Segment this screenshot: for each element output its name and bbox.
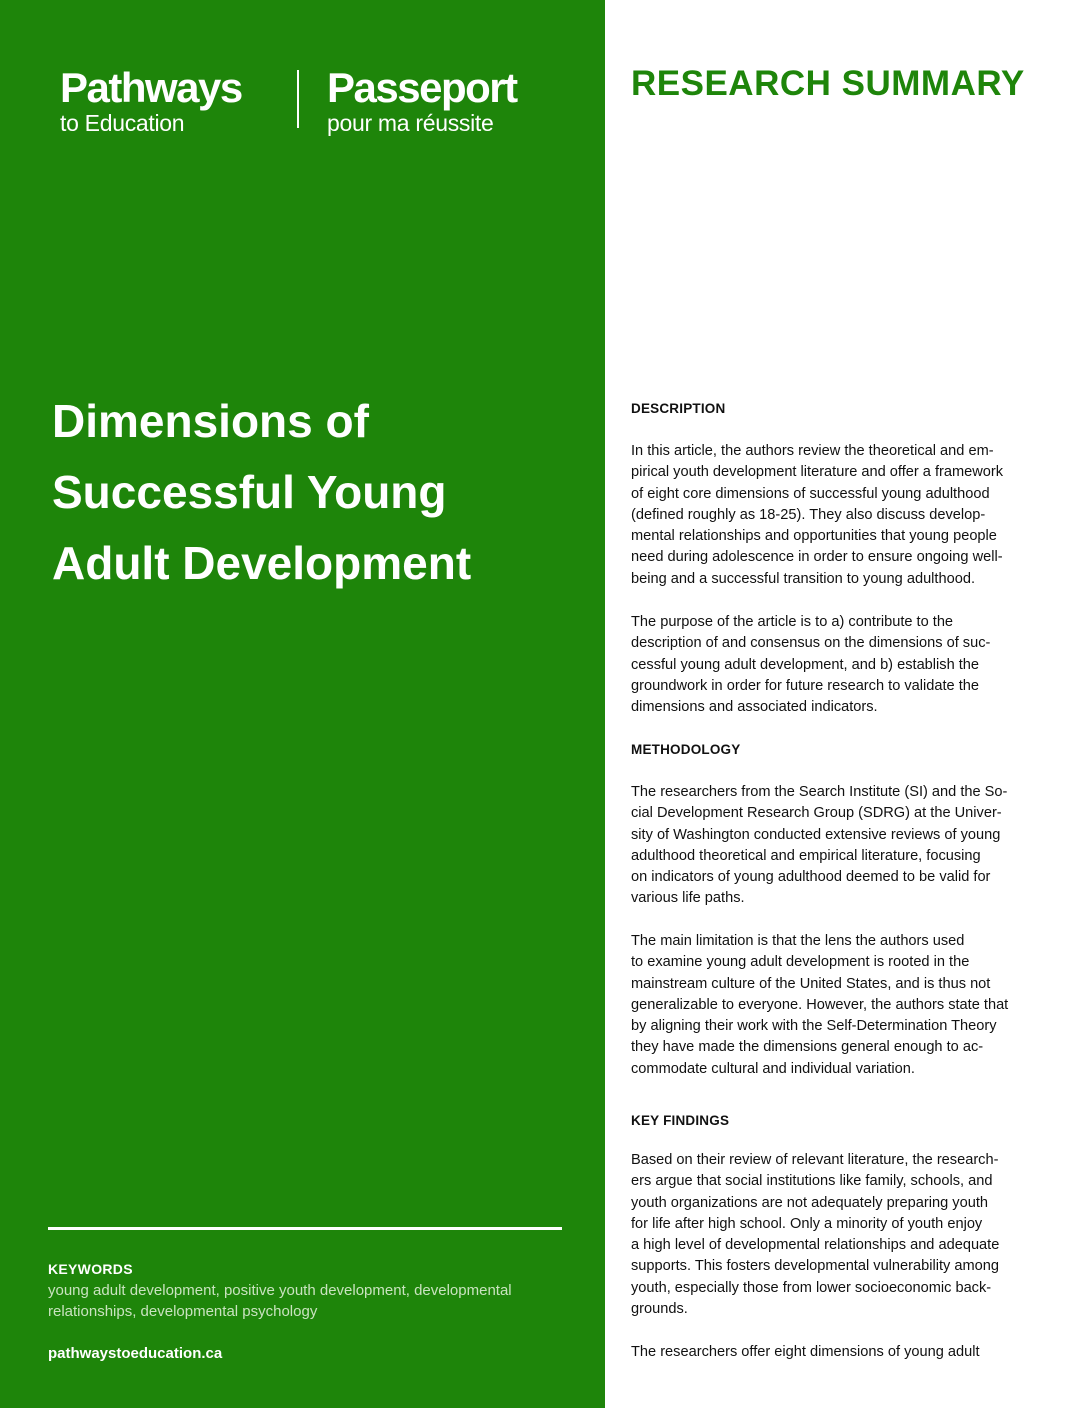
text-line: cessful young adult development, and b) establish the — [631, 656, 980, 673]
methodology-heading: METHODOLOGY — [631, 742, 741, 757]
text-line: need during adolescence in order to ensure ongoing well- — [631, 549, 1003, 566]
text-line: for life after high school. Only a minority of youth enjoy — [631, 1215, 983, 1232]
text-line: commodate cultural and individual variation. — [631, 1060, 915, 1077]
text-line: being and a successful transition to young adulthood. — [631, 570, 976, 587]
title-line: Adult Development — [52, 537, 472, 589]
text-line: they have made the dimensions general enough to ac- — [631, 1039, 984, 1056]
text-line: groundwork in order for future research to validate the — [631, 677, 980, 694]
text-line: In this article, the authors review the theoretical and em- — [631, 443, 994, 459]
text-line: supports. This fosters developmental vulnerability among — [631, 1258, 1000, 1275]
logo-fr-main: Passeport — [327, 64, 517, 111]
website-link[interactable]: pathwaystoeducation.ca — [48, 1345, 223, 1362]
passeport-logo — [327, 66, 517, 136]
key-findings-heading: KEY FINDINGS — [631, 1113, 730, 1128]
description-paragraph-1 — [631, 441, 1061, 590]
key-findings-paragraph-2 — [631, 1342, 1061, 1363]
methodology-paragraph-2 — [631, 931, 1061, 1080]
text-line: mental relationships and opportunities that young people — [631, 528, 997, 545]
description-heading: DESCRIPTION — [631, 401, 726, 416]
text-line: The main limitation is that the lens the authors used — [631, 933, 965, 949]
text-line: The researchers from the Search Institute (SI) and the So- — [631, 784, 1008, 800]
keywords-text: young adult development, positive youth development, developmental relationships, developmental psychology — [48, 1282, 512, 1320]
description-paragraph-2 — [631, 612, 1061, 718]
text-line: The researchers offer eight dimensions of young adult — [631, 1344, 980, 1360]
divider-rule — [48, 1227, 562, 1230]
text-line: a high level of developmental relationships and adequate — [631, 1237, 1000, 1254]
text-line: mainstream culture of the United States, and is thus not — [631, 975, 991, 992]
document-title — [52, 386, 592, 599]
text-line: description of and consensus on the dimensions of suc- — [631, 635, 991, 652]
text-line: youth, especially those from lower socioeconomic back- — [631, 1279, 992, 1296]
text-line: Based on their review of relevant literature, the research- — [631, 1152, 999, 1168]
text-line: cial Development Research Group (SDRG) at the Univer- — [631, 805, 1002, 822]
text-line: pirical youth development literature and offer a framework — [631, 464, 1004, 481]
logo-en-sub: to Education — [60, 110, 185, 136]
text-line: (defined roughly as 18-25). They also discuss develop- — [631, 506, 986, 523]
text-line: dimensions and associated indicators. — [631, 699, 878, 716]
text-line: generalizable to everyone. However, the authors state that — [631, 996, 1009, 1013]
logo-en-main: Pathways — [60, 64, 242, 111]
summary-title: RESEARCH SUMMARY — [631, 64, 1025, 103]
text-line: sity of Washington conducted extensive reviews of young — [631, 826, 1001, 843]
text-line: of eight core dimensions of successful young adulthood — [631, 485, 990, 502]
pathways-logo — [60, 66, 242, 136]
logo-fr-sub: pour ma réussite — [327, 110, 494, 136]
text-line: ers argue that social institutions like family, schools, and — [631, 1173, 993, 1190]
text-line: grounds. — [631, 1301, 688, 1318]
methodology-paragraph-1 — [631, 782, 1061, 910]
text-line: youth organizations are not adequately preparing youth — [631, 1194, 988, 1211]
title-line: Dimensions of — [52, 395, 369, 447]
logo-divider — [297, 70, 299, 128]
text-line: The purpose of the article is to a) contribute to the — [631, 614, 954, 630]
title-line: Successful Young — [52, 466, 447, 518]
text-line: various life paths. — [631, 890, 745, 907]
text-line: by aligning their work with the Self-Determination Theory — [631, 1018, 997, 1035]
key-findings-paragraph-1 — [631, 1150, 1061, 1320]
text-line: to examine young adult development is rooted in the — [631, 954, 970, 971]
keywords-label: KEYWORDS — [48, 1261, 133, 1277]
text-line: adulthood theoretical and empirical literature, focusing — [631, 847, 981, 864]
text-line: on indicators of young adulthood deemed to be valid for — [631, 869, 991, 886]
